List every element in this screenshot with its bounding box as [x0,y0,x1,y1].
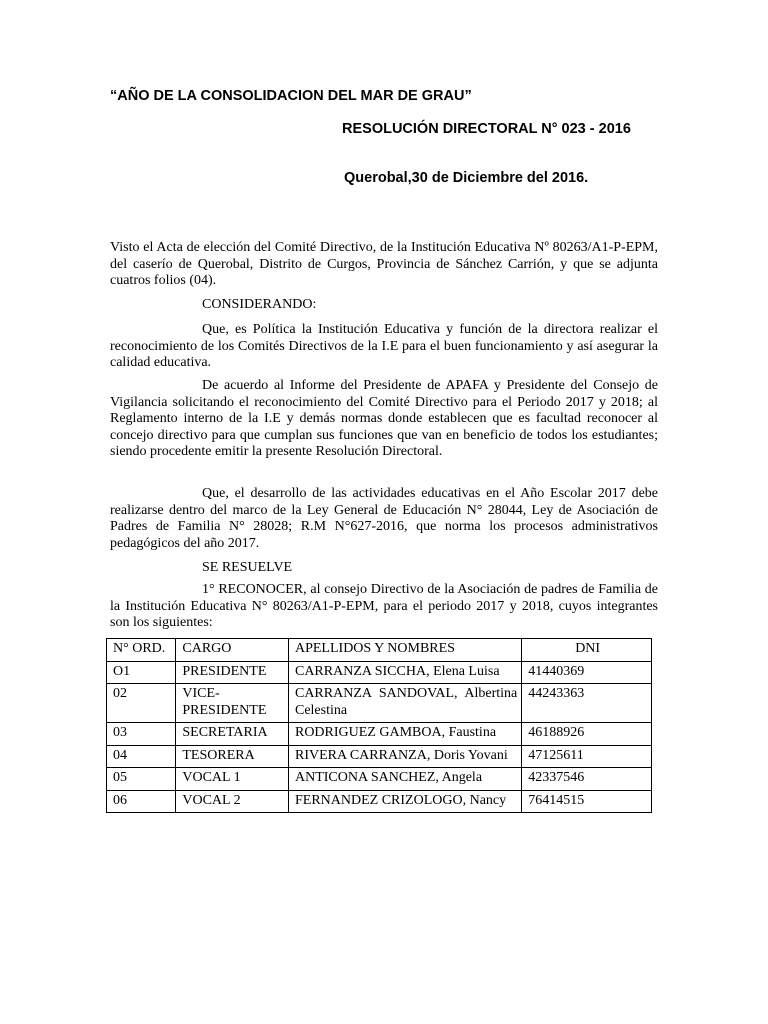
cell-ord: 03 [107,723,176,746]
cell-cargo: PRESIDENTE [176,661,289,684]
year-title: “AÑO DE LA CONSOLIDACION DEL MAR DE GRAU” [110,88,472,104]
cell-dni: 44243363 [522,684,652,723]
members-table [106,638,652,813]
cell-ord: 04 [107,745,176,768]
visto-paragraph: Visto el Acta de elección del Comité Directivo, de la Institución Educativa Nº 80263/A1-P-EPM, del caserío de Querobal, Distrito de Curgos, Provincia de Sánchez Carrión, y que se adjunta cuatros folios (04). [110,240,658,288]
table-row [107,745,652,768]
cell-nombre: CARRANZA SICCHA, Elena Luisa [288,661,521,684]
table-header-row [107,639,652,662]
table-row [107,790,652,813]
cell-cargo: TESORERA [176,745,289,768]
cell-dni: 76414515 [522,790,652,813]
cell-cargo: SECRETARIA [176,723,289,746]
header-nombres: APELLIDOS Y NOMBRES [288,639,521,662]
table-row [107,684,652,723]
header-dni: DNI [522,639,652,662]
se-resuelve-heading: SE RESUELVE [202,560,293,575]
cell-nombre: FERNANDEZ CRIZOLOGO, Nancy [288,790,521,813]
cell-dni: 46188926 [522,723,652,746]
considerando-paragraph-3: Que, el desarrollo de las actividades educativas en el Año Escolar 2017 debe realizarse dentro del marco de la Ley General de Educación N° 28044, Ley de Asociación de Padres de Familia N° 28028; R.M N°627-2016, que norma los procesos administrativos pedagógicos del año 2017. [110,486,658,551]
cell-dni: 41440369 [522,661,652,684]
considerando-paragraph-2: De acuerdo al Informe del Presidente de APAFA y Presidente del Consejo de Vigilancia solicitando el reconocimiento del Comité Directivo para el Periodo 2017 y 2018; al Reglamento interno de la I.E y demás normas donde establecen que es facultad reconocer al concejo directivo para que cumplan sus funciones que van en beneficio de todos los estudiantes; siendo procedente emitir la presente Resolución Directoral. [110,378,658,459]
place-date: Querobal,30 de Diciembre del 2016. [344,170,589,186]
cell-dni: 42337546 [522,768,652,791]
cell-cargo: VOCAL 1 [176,768,289,791]
cell-cargo: VOCAL 2 [176,790,289,813]
considerando-heading: CONSIDERANDO: [202,297,317,312]
cell-nombre: RIVERA CARRANZA, Doris Yovani [288,745,521,768]
cell-dni: 47125611 [522,745,652,768]
considerando-paragraph-1: Que, es Política la Institución Educativa y función de la directora realizar el reconocimiento de los Comités Directivos de la I.E para el buen funcionamiento y así asegurar la calidad educativa. [110,322,658,370]
table-row [107,768,652,791]
table-row [107,661,652,684]
cell-ord: 06 [107,790,176,813]
cell-cargo: VICE-PRESIDENTE [176,684,289,723]
resolve-article-1: 1° RECONOCER, al consejo Directivo de la Asociación de padres de Familia de la Institución Educativa N° 80263/A1-P-EPM, para el periodo 2017 y 2018, cuyos integrantes son los siguientes: [110,582,658,630]
table-row [107,723,652,746]
cell-nombre: ANTICONA SANCHEZ, Angela [288,768,521,791]
cell-ord: 05 [107,768,176,791]
cell-ord: O1 [107,661,176,684]
cell-nombre: RODRIGUEZ GAMBOA, Faustina [288,723,521,746]
cell-ord: 02 [107,684,176,723]
resolution-number: RESOLUCIÓN DIRECTORAL N° 023 - 2016 [342,121,631,137]
header-ord: N° ORD. [107,639,176,662]
cell-nombre: CARRANZA SANDOVAL, Albertina Celestina [288,684,521,723]
header-cargo: CARGO [176,639,289,662]
